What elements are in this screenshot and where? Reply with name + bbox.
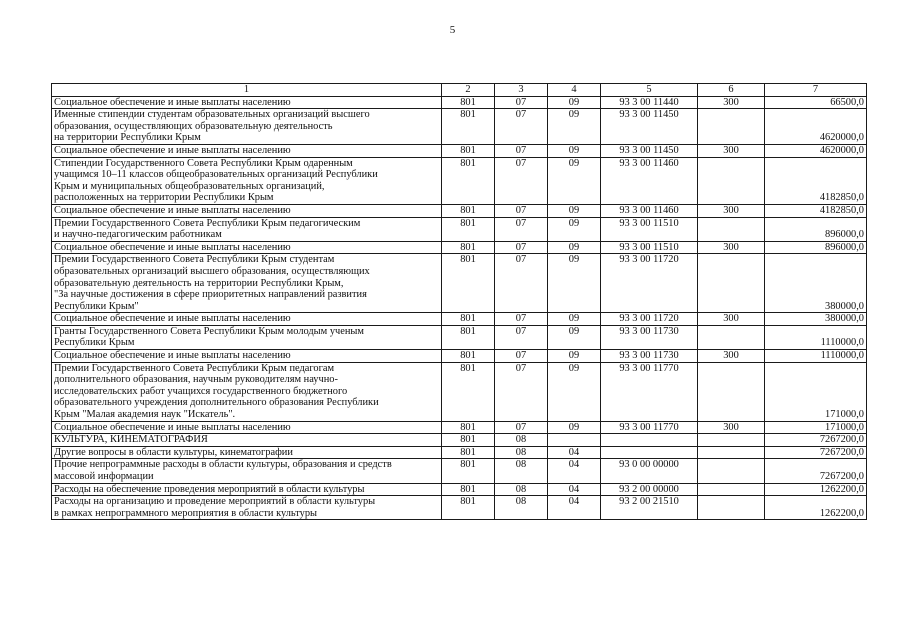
row-expense-type: 300 (698, 350, 765, 363)
row-subsection-code: 09 (548, 313, 601, 326)
row-ministry-code: 801 (442, 204, 495, 217)
table-row (52, 254, 867, 313)
row-amount: 896000,0 (765, 217, 867, 241)
row-target-article: 93 3 00 11510 (601, 241, 698, 254)
table-row (52, 434, 867, 447)
row-target-article: 93 3 00 11770 (601, 362, 698, 421)
row-target-article: 93 3 00 11730 (601, 325, 698, 349)
row-description: Премии Государственного Совета Республики Крым студентам образовательных организаций высшего образования, осуществляющих образовательную деятельность на территории Республики Крым, "За научные достижения в сфере приоритетных направлений развития Республики Крым" (52, 254, 442, 313)
row-subsection-code: 04 (548, 496, 601, 520)
row-expense-type: 300 (698, 144, 765, 157)
row-subsection-code: 09 (548, 325, 601, 349)
row-ministry-code: 801 (442, 446, 495, 459)
row-target-article: 93 3 00 11450 (601, 144, 698, 157)
row-target-article: 93 3 00 11720 (601, 254, 698, 313)
row-description: Расходы на организацию и проведение мероприятий в области культуры в рамках непрограммного мероприятия в области культуры (52, 496, 442, 520)
row-ministry-code: 801 (442, 459, 495, 483)
row-amount: 1110000,0 (765, 350, 867, 363)
row-target-article (601, 446, 698, 459)
row-ministry-code: 801 (442, 217, 495, 241)
table-row (52, 446, 867, 459)
row-section-code: 07 (495, 204, 548, 217)
row-ministry-code: 801 (442, 109, 495, 145)
row-section-code: 07 (495, 313, 548, 326)
row-expense-type: 300 (698, 313, 765, 326)
row-section-code: 08 (495, 446, 548, 459)
row-ministry-code: 801 (442, 254, 495, 313)
table-row (52, 217, 867, 241)
header-cell-1: 1 (52, 84, 442, 97)
row-target-article: 93 3 00 11770 (601, 421, 698, 434)
row-subsection-code: 09 (548, 204, 601, 217)
table-row (52, 350, 867, 363)
row-target-article: 93 3 00 11730 (601, 350, 698, 363)
row-amount: 896000,0 (765, 241, 867, 254)
row-section-code: 08 (495, 434, 548, 447)
row-amount: 4182850,0 (765, 157, 867, 204)
row-subsection-code: 09 (548, 96, 601, 109)
row-amount: 1262200,0 (765, 496, 867, 520)
row-description: Другие вопросы в области культуры, кинематографии (52, 446, 442, 459)
row-section-code: 07 (495, 325, 548, 349)
row-description: Премии Государственного Совета Республики Крым педагогическим и научно-педагогическим работникам (52, 217, 442, 241)
row-subsection-code: 09 (548, 157, 601, 204)
row-section-code: 07 (495, 421, 548, 434)
row-amount: 171000,0 (765, 362, 867, 421)
row-description: Социальное обеспечение и иные выплаты населению (52, 144, 442, 157)
table-row (52, 325, 867, 349)
row-target-article: 93 3 00 11460 (601, 157, 698, 204)
row-amount: 380000,0 (765, 313, 867, 326)
row-section-code: 07 (495, 144, 548, 157)
row-description: Социальное обеспечение и иные выплаты населению (52, 350, 442, 363)
row-description: Расходы на обеспечение проведения мероприятий в области культуры (52, 483, 442, 496)
row-description: Гранты Государственного Совета Республики Крым молодым ученым Республики Крым (52, 325, 442, 349)
row-expense-type (698, 446, 765, 459)
row-amount: 7267200,0 (765, 446, 867, 459)
row-amount: 1262200,0 (765, 483, 867, 496)
row-section-code: 07 (495, 362, 548, 421)
row-target-article: 93 2 00 00000 (601, 483, 698, 496)
row-expense-type: 300 (698, 96, 765, 109)
row-amount: 7267200,0 (765, 459, 867, 483)
table-row (52, 96, 867, 109)
row-section-code: 07 (495, 96, 548, 109)
row-subsection-code (548, 434, 601, 447)
header-cell-4: 4 (548, 84, 601, 97)
row-expense-type (698, 325, 765, 349)
row-description: Премии Государственного Совета Республики Крым педагогам дополнительного образования, научным руководителям научно- исследовательских работ учащихся государственного бюджетного образовательного учреждения дополнительного образования Республики Крым "Малая академия наук "Искатель". (52, 362, 442, 421)
row-section-code: 07 (495, 241, 548, 254)
page-number: 5 (449, 24, 456, 36)
row-ministry-code: 801 (442, 96, 495, 109)
row-amount: 7267200,0 (765, 434, 867, 447)
row-expense-type (698, 217, 765, 241)
row-ministry-code: 801 (442, 483, 495, 496)
row-description: Социальное обеспечение и иные выплаты населению (52, 96, 442, 109)
row-description: Стипендии Государственного Совета Республики Крым одаренным учащимся 10–11 классов общеобразовательных организаций Республики Крым и муниципальных общеобразовательных организаций, расположенных на территории Республики Крым (52, 157, 442, 204)
table-row (52, 362, 867, 421)
row-ministry-code: 801 (442, 434, 495, 447)
row-target-article: 93 3 00 11440 (601, 96, 698, 109)
row-subsection-code: 04 (548, 459, 601, 483)
row-section-code: 07 (495, 157, 548, 204)
row-ministry-code: 801 (442, 421, 495, 434)
row-ministry-code: 801 (442, 496, 495, 520)
row-section-code: 08 (495, 483, 548, 496)
row-subsection-code: 09 (548, 241, 601, 254)
row-expense-type: 300 (698, 241, 765, 254)
row-amount: 66500,0 (765, 96, 867, 109)
row-description: Социальное обеспечение и иные выплаты населению (52, 421, 442, 434)
table-row (52, 204, 867, 217)
row-amount: 380000,0 (765, 254, 867, 313)
row-expense-type: 300 (698, 204, 765, 217)
row-expense-type (698, 254, 765, 313)
header-cell-5: 5 (601, 84, 698, 97)
row-section-code: 08 (495, 459, 548, 483)
row-section-code: 07 (495, 109, 548, 145)
row-ministry-code: 801 (442, 157, 495, 204)
row-subsection-code: 09 (548, 144, 601, 157)
header-cell-2: 2 (442, 84, 495, 97)
row-target-article: 93 0 00 00000 (601, 459, 698, 483)
row-subsection-code: 09 (548, 217, 601, 241)
row-description: Прочие непрограммные расходы в области культуры, образования и средств массовой информации (52, 459, 442, 483)
table-row (52, 313, 867, 326)
row-subsection-code: 09 (548, 421, 601, 434)
row-expense-type (698, 362, 765, 421)
row-expense-type (698, 483, 765, 496)
row-expense-type (698, 157, 765, 204)
row-ministry-code: 801 (442, 325, 495, 349)
row-section-code: 07 (495, 217, 548, 241)
row-subsection-code: 09 (548, 109, 601, 145)
row-ministry-code: 801 (442, 350, 495, 363)
row-ministry-code: 801 (442, 362, 495, 421)
row-target-article: 93 3 00 11460 (601, 204, 698, 217)
header-cell-6: 6 (698, 84, 765, 97)
table-row (52, 144, 867, 157)
row-amount: 171000,0 (765, 421, 867, 434)
row-amount: 1110000,0 (765, 325, 867, 349)
row-description: Именные стипендии студентам образовательных организаций высшего образования, осуществляющих образовательную деятельность на территории Республики Крым (52, 109, 442, 145)
table-row (52, 241, 867, 254)
table-row (52, 421, 867, 434)
row-subsection-code: 04 (548, 483, 601, 496)
row-expense-type: 300 (698, 421, 765, 434)
row-amount: 4620000,0 (765, 144, 867, 157)
row-subsection-code: 09 (548, 254, 601, 313)
row-target-article (601, 434, 698, 447)
row-expense-type (698, 109, 765, 145)
row-ministry-code: 801 (442, 144, 495, 157)
row-subsection-code: 09 (548, 350, 601, 363)
row-subsection-code: 04 (548, 446, 601, 459)
row-expense-type (698, 496, 765, 520)
row-target-article: 93 3 00 11450 (601, 109, 698, 145)
table-row (52, 496, 867, 520)
row-section-code: 07 (495, 254, 548, 313)
row-target-article: 93 2 00 21510 (601, 496, 698, 520)
budget-table (51, 83, 867, 520)
row-amount: 4182850,0 (765, 204, 867, 217)
row-ministry-code: 801 (442, 313, 495, 326)
row-description: Социальное обеспечение и иные выплаты населению (52, 204, 442, 217)
header-cell-3: 3 (495, 84, 548, 97)
table-row (52, 157, 867, 204)
row-target-article: 93 3 00 11510 (601, 217, 698, 241)
header-cell-7: 7 (765, 84, 867, 97)
row-ministry-code: 801 (442, 241, 495, 254)
row-description: Социальное обеспечение и иные выплаты населению (52, 241, 442, 254)
table-row (52, 109, 867, 145)
row-target-article: 93 3 00 11720 (601, 313, 698, 326)
row-amount: 4620000,0 (765, 109, 867, 145)
table-header-row (52, 84, 867, 97)
row-description: Социальное обеспечение и иные выплаты населению (52, 313, 442, 326)
row-subsection-code: 09 (548, 362, 601, 421)
row-section-code: 08 (495, 496, 548, 520)
row-description: КУЛЬТУРА, КИНЕМАТОГРАФИЯ (52, 434, 442, 447)
row-expense-type (698, 459, 765, 483)
table-row (52, 459, 867, 483)
row-expense-type (698, 434, 765, 447)
table-row (52, 483, 867, 496)
row-section-code: 07 (495, 350, 548, 363)
